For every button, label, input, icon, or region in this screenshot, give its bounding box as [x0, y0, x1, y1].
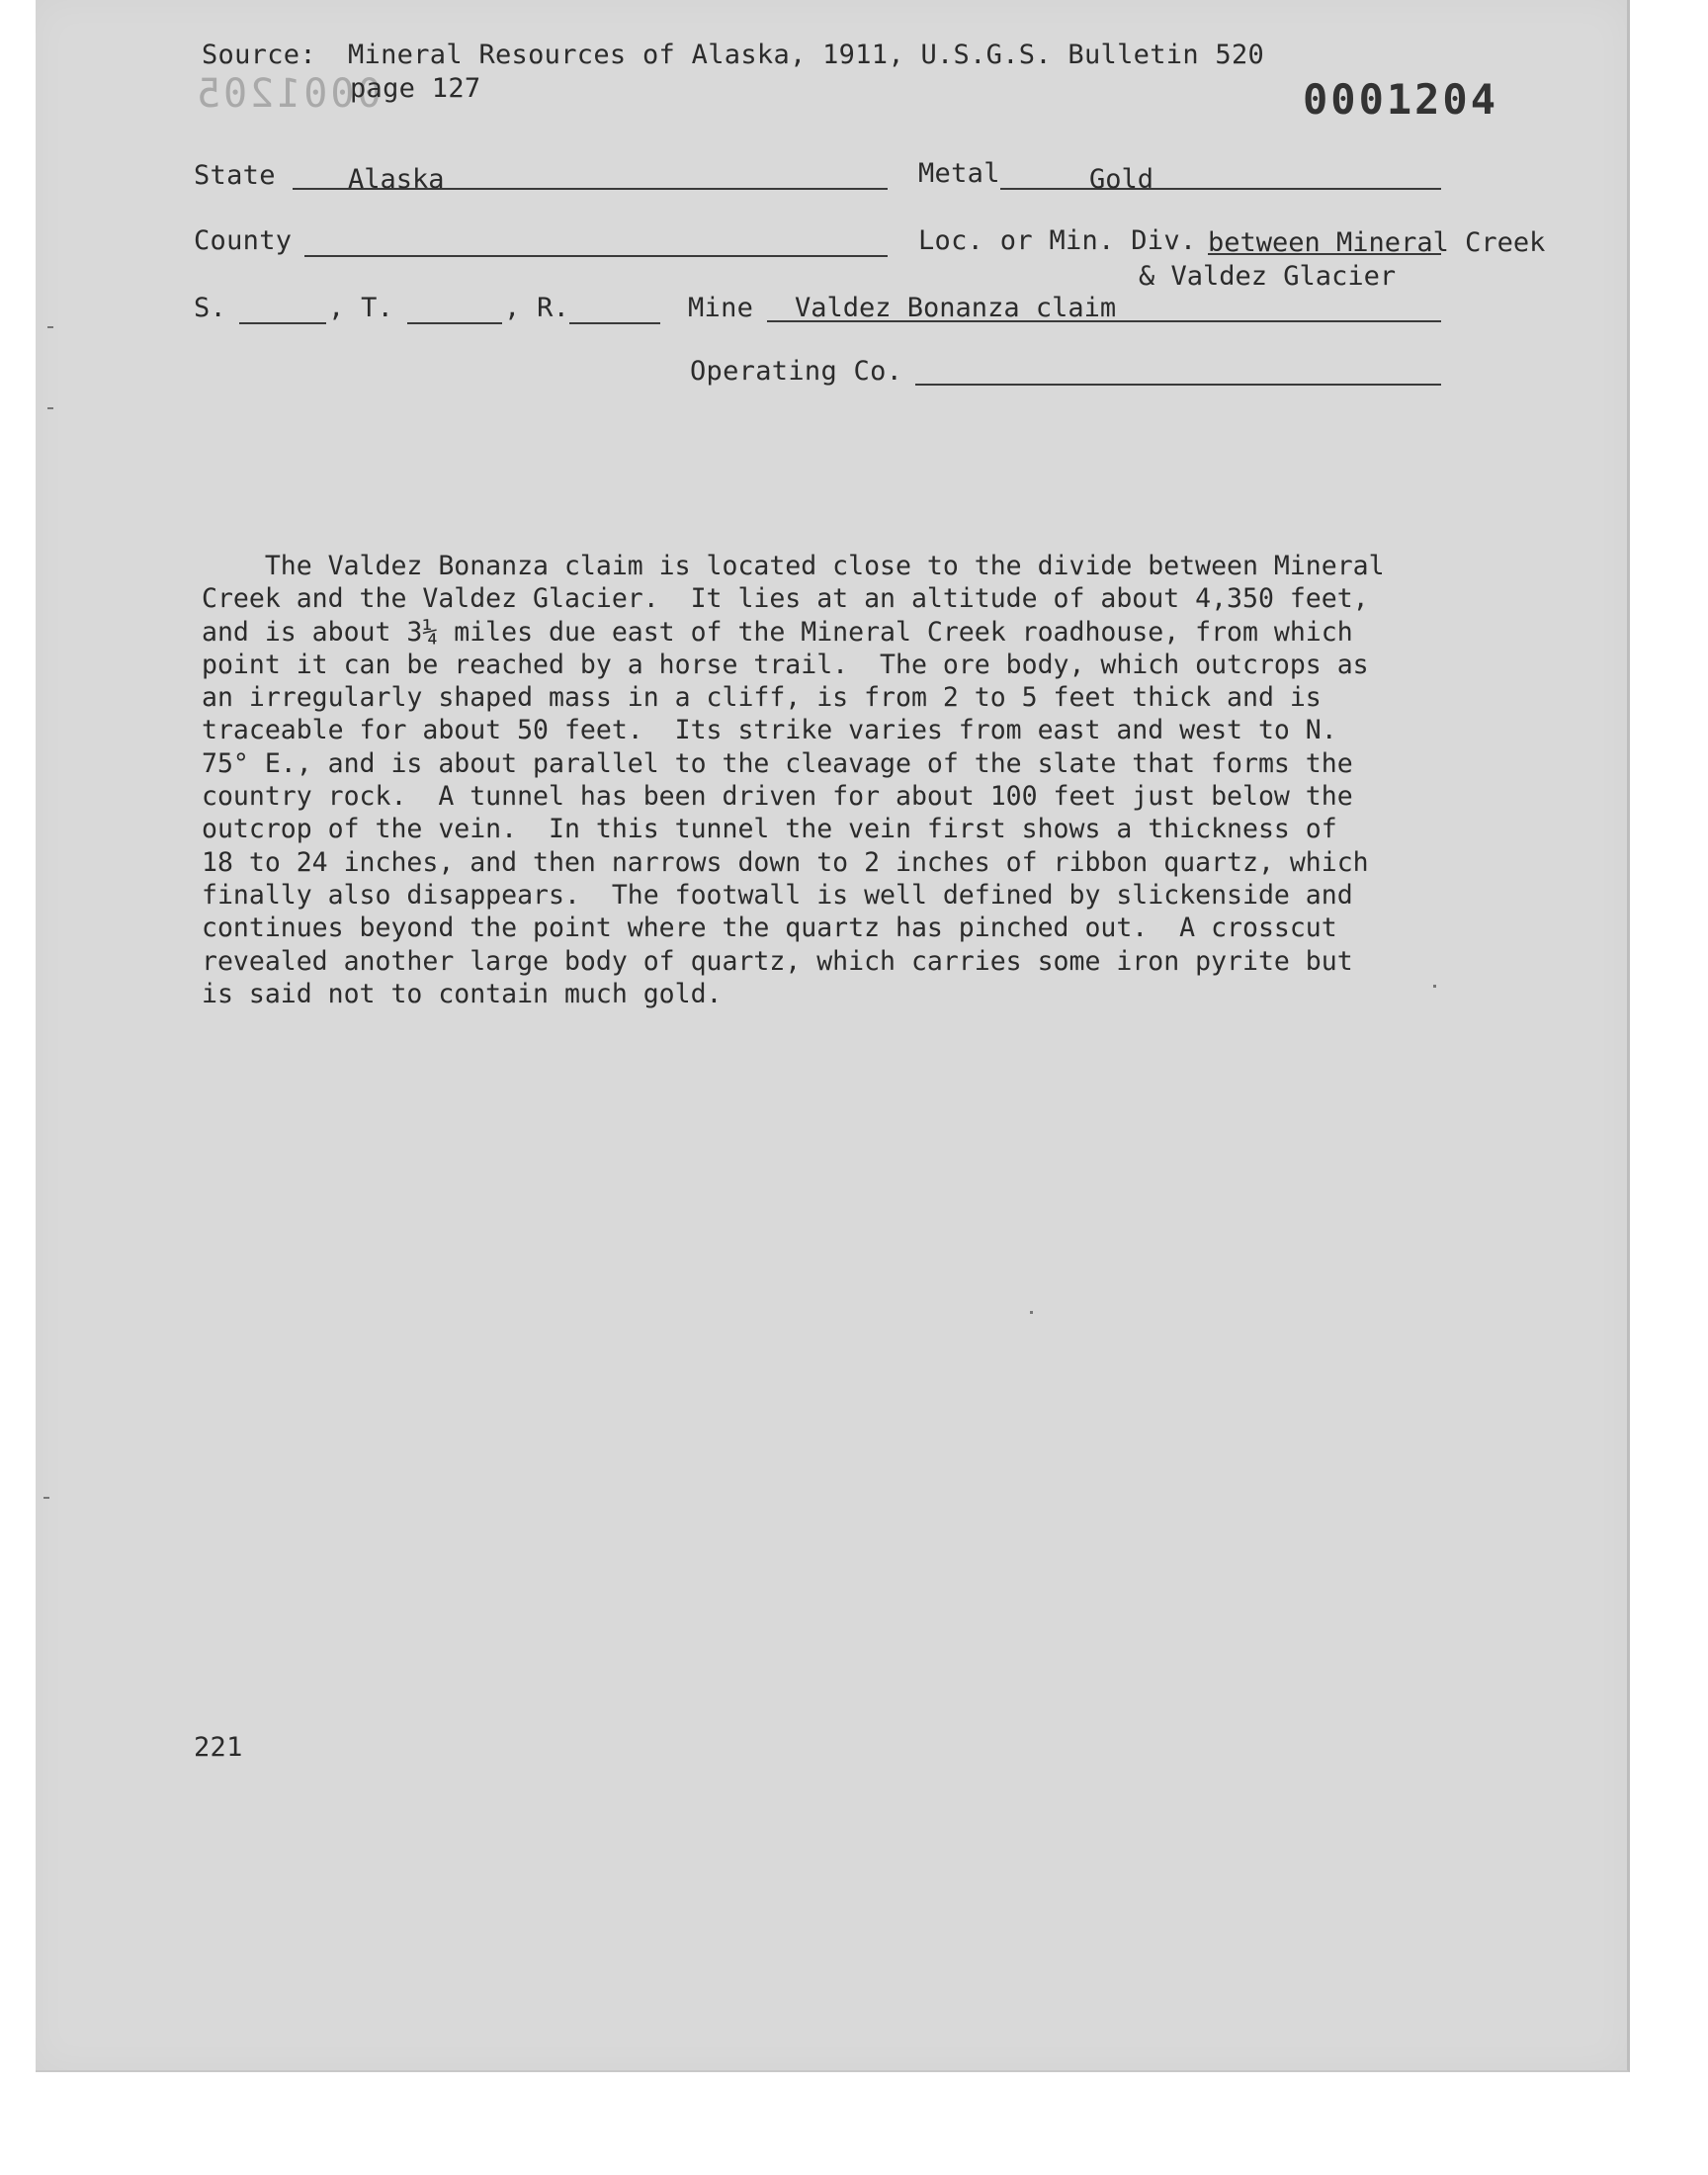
operating-co-label: Operating Co. [690, 356, 903, 387]
paragraph-line: finally also disappears. The footwall is well defined by slickenside and [202, 879, 1353, 911]
loc-label: Loc. or Min. Div. [918, 225, 1197, 256]
paragraph-line: point it can be reached by a horse trail. The ore body, which outcrops as [202, 649, 1369, 680]
mine-label: Mine [688, 293, 754, 323]
township-label: , T. [328, 293, 394, 323]
section-line [239, 322, 326, 324]
paragraph-line: revealed another large body of quartz, which carries some iron pyrite but [202, 945, 1353, 977]
scan-speck [1030, 1311, 1033, 1314]
source-page: page 127 [350, 73, 481, 104]
paragraph-line: Creek and the Valdez Glacier. It lies at an altitude of about 4,350 feet, [202, 583, 1369, 615]
ghost-stamp-number: 0001205 [194, 71, 382, 117]
metal-label: Metal [918, 158, 1000, 189]
paragraph-line: 18 to 24 inches, and then narrows down to 2 inches of ribbon quartz, which [202, 846, 1369, 878]
scan-speck [47, 407, 53, 409]
description-paragraph [202, 550, 1487, 1010]
paragraph-line: an irregularly shaped mass in a cliff, is from 2 to 5 feet thick and is [202, 682, 1322, 714]
paragraph-line: and is about 3¼ miles due east of the Mineral Creek roadhouse, from which [202, 616, 1353, 648]
county-line [304, 255, 888, 257]
loc-value-line2: & Valdez Glacier [1139, 261, 1397, 292]
paragraph-line: traceable for about 50 feet. Its strike varies from east and west to N. [202, 715, 1337, 746]
source-text: Mineral Resources of Alaska, 1911, U.S.G.S. Bulletin 520 [348, 40, 1265, 70]
loc-value-line1: between Mineral Creek [1208, 227, 1546, 258]
scan-speck [1433, 985, 1436, 988]
township-line [407, 322, 502, 324]
paragraph-line: continues beyond the point where the quartz has pinched out. A crosscut [202, 913, 1337, 944]
page-number: 221 [194, 1732, 243, 1763]
section-label: S. [194, 293, 227, 323]
state-value: Alaska [348, 164, 445, 195]
scan-speck [43, 1497, 49, 1499]
document-sheet [36, 0, 1630, 2072]
paragraph-line: outcrop of the vein. In this tunnel the vein first shows a thickness of [202, 814, 1337, 845]
metal-value: Gold [1089, 164, 1154, 195]
paragraph-line: The Valdez Bonanza claim is located close to the divide between Mineral [202, 551, 1385, 581]
county-label: County [194, 225, 293, 256]
scan-speck [47, 326, 53, 328]
paragraph-line: is said not to contain much gold. [202, 978, 723, 1009]
paragraph-line: 75° E., and is about parallel to the cleavage of the slate that forms the [202, 747, 1353, 779]
range-label: , R. [504, 293, 570, 323]
metal-line [1000, 188, 1441, 190]
mine-value: Valdez Bonanza claim [795, 293, 1117, 323]
range-line [569, 322, 660, 324]
record-number-stamp: 0001204 [1303, 75, 1499, 124]
operating-co-line [915, 384, 1441, 386]
state-label: State [194, 160, 276, 191]
source-label: Source: [202, 40, 316, 70]
paragraph-line: country rock. A tunnel has been driven for about 100 feet just below the [202, 781, 1353, 813]
